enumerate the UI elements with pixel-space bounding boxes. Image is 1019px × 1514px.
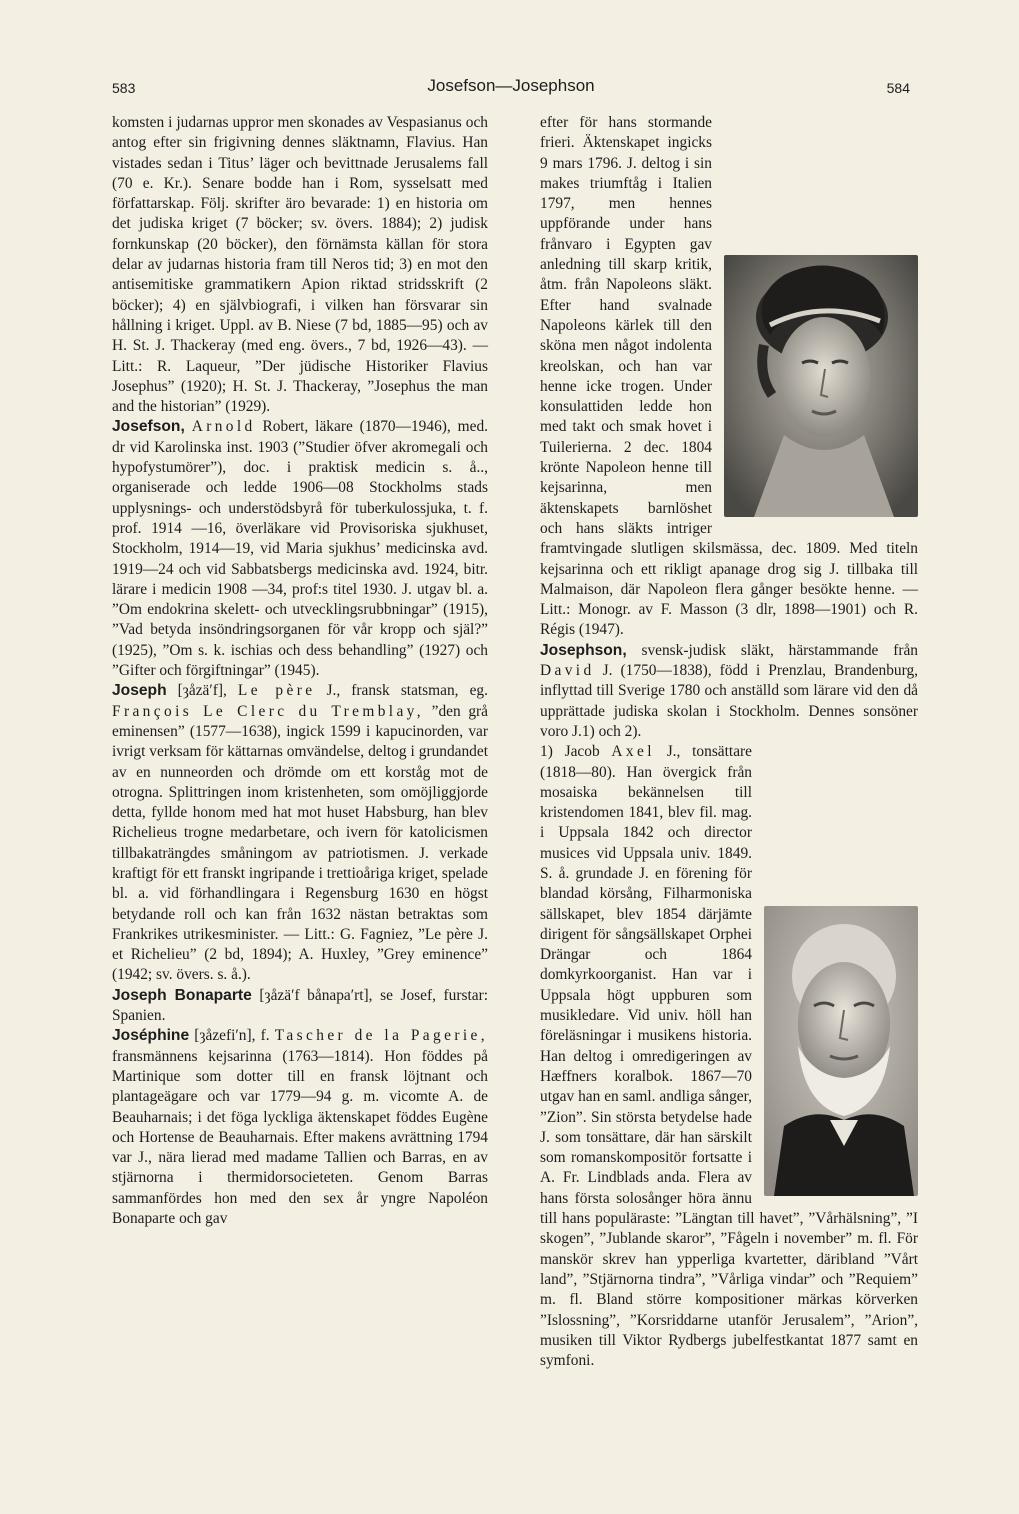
headword-josefson: Josefson,	[112, 418, 185, 436]
left-column	[112, 113, 488, 1229]
entry-jacob-text: J., tonsättare (1818—80). Han övergick från mosaiska bekännelsen till kristendomen 1841, blev fil. mag. i Uppsala 1842 och director musices vid Uppsala univ. 1849. S. å. grundade J. en förening för blandad körsång, Filharmoniska sällskapet, blev 1854 därjämte dirigent för sångsällskapet Orphei Drängar och 1864 domkyrkoorganist. Han var i Uppsala högt uppburen som musikledare. Vid univ. höll han föreläsningar i musikens historia. Han deltog i omredigeringen av Hæffners koralbok. 1867—70 utgav han en saml. andliga sånger, ”Zion”. Sin största betydelse hade J. som tonsättare, där han särskilt som romanskompositör fortsatte i A. Fr. Lindblads anda. Flera av hans första solosånger höra ännu till hans populäraste: ”Längtan till havet”, ”Vårhälsning”, ”I skogen”, ”Jublande skaror”, ”Fågeln i november” m. fl. För manskör skrev han ypperliga kvartetter, däribland ”Vårt land”, ”Stjärnorna tindra”, ”Vårliga vindar” och ”Requiem” m. fl. Bland större kompositioner märkas körverken ”Islossning”, ”Korsriddarne utanför Jerusalem”, ”Arion”, musiken till Viktor Rydbergs jubelfestkantat 1877 samt en symfoni.	[540, 743, 918, 1370]
headword-josephine: Joséphine	[112, 1027, 190, 1045]
entry-josephson	[540, 641, 918, 742]
given-name-david: David	[540, 662, 595, 680]
entry-joseph-bonaparte	[112, 986, 488, 1027]
entry-joseph	[112, 681, 488, 985]
pronunciation-josephine: [ȝåzefi′n], f.	[194, 1027, 270, 1045]
josephine-entry-text: efter för hans stormande frieri. Äktenskapet ingicks 9 mars 1796. J. deltog i sin makes triumftåg i Italien 1797, men hennes uppförande under hans frånvaro i Egypten gav anledning till skarp kritik, åtm. från Napoleons släkt. Efter hand svalnade Napoleons kärlek till den sköna men något indolenta kreolskan, och han var henne icke trogen. Under konsulattiden ledde hon med takt och smak hovet i Tuilerierna. 2 dec. 1804 krönte Napoleon henne till kejsarinna, men äktenskapets barnlöshet och hans släkts intriger framtvingade slutligen skilsmässa, dec. 1809. Med titeln kejsarinna och ett rikligt apanage drog sig J. tillbaka till Malmaison, där Napoleon flera gånger besökte henne. — Litt.: Monogr. av F. Masson (3 dlr, 1898—1901) och R. Régis (1947).	[540, 114, 918, 639]
entry-josephine-text: fransmännens kejsarinna (1763—1814). Hon föddes på Martinique som dotter till en fransk löjtnant och plantageägare och var 1779—94 g. m. vicomte A. de Beauharnais; i det föga lyckliga äktenskapet föddes Eugène och Hortense de Beauharnais. Efter makens avrättning 1794 var J., nära lierad med madame Tallien och Barras, en av stjärnorna i thermidorsocieteten. Genom Barras sammanfördes hon med den sex år yngre Napoléon Bonaparte och gav	[112, 1047, 488, 1228]
given-name-axel: Axel	[611, 743, 655, 761]
josephus-entry-continued: komsten i judarnas uppror men skonades av Vespasianus och antog efter sin frigivning dennes släktnamn, Flavius. Han vistades sedan i Titus’ läger och bevittnade Jerusalems fall (70 e. Kr.). Senare bodde han i Rom, sysselsatt med författarskap. Följ. skrifter äro bevarade: 1) en historia om det judiska kriget (7 böcker; sv. övers. 1884); 2) judisk fornkunskap (20 böcker), den förnämsta källan för stora delar av judarnas historia fram till Neros tid; 3) en mot den antisemitiske grammatikern Apion riktad stridsskrift (2 böcker); 4) en självbiografi, i vilken han försvarar sin hållning i kriget. Uppl. av B. Niese (7 bd, 1885—95) och av H. St. J. Thackeray (med eng. övers., 7 bd, 1926—43). — Litt.: R. Laqueur, ”Der jüdische Historiker Flavius Josephus” (1920); H. St. J. Thackeray, ”Josephus the man and the historian” (1929).	[112, 114, 488, 416]
headword-josephson: Josephson,	[540, 641, 627, 659]
entry-josefson-text: Robert, läkare (1870—1946), med. dr vid Karolinska inst. 1903 (”Studier öfver akromegali och hypofystumörer”), doc. i praktisk medicin s. å.., organiserade och ledde 1906—08 Stockholms stads upplysnings- och understödsbyrå för tuberkulossjuka, t. f. prof. 1914 —16, överläkare vid Provisoriska sjukhuset, Stockholm, 1914—19, vid Maria sjukhus’ medicinska avd. 1919—24 och vid Sabbatsbergs medicinska avd. 1924, bitr. lärare i medicin 1908 —34, prof:s titel 1930. J. utgav bl. a. ”Om endokrina skelett- och utvecklingsrubbningar” (1915), ”Vad betyda insöndringsorganen för vår kropp och själ?” (1925), ”Om s. k. ischias och dess behandling” (1927) och ”Gifter och förgiftningar” (1945).	[112, 418, 488, 680]
headword-joseph: Joseph	[112, 682, 167, 700]
entry-joseph-text2: ”den grå eminensen” (1577—1638), ingick 1599 i kapucinorden, var ivrigt verksam för kättarnas omvändelse, deltog i grundandet av en nunneorden och drömde om ett korståg mot de otrogna. Splittringen inom kristenheten, som omöjliggjorde detta, fyllde honom med hat mot huset Habsburg, han blev Richelieus trogne medarbetare, och ivern för katolicismen tillbakaträngdes småningom av patriotismen. J. verkade kraftigt för ett franskt ingripande i trettioåriga kriget, spelade bl. a. vid förhandlingara i Regensburg 1630 en högst betydande roll och kan från 1632 nästan betraktas som Frankrikes utrikesminister. — Litt.: G. Fagniez, ”Le père J. et Richelieu” (2 bd, 1894); A. Huxley, ”Grey eminence” (1942; sv. övers. s. å.).	[112, 702, 488, 984]
entry-josephson-text1: svensk-judisk släkt, härstammande från	[641, 641, 918, 659]
pronunciation-joseph: [ȝåzä′f],	[177, 682, 227, 700]
page-number-left: 583	[112, 80, 136, 96]
portrait-josephine	[724, 255, 918, 517]
entry-joseph-text1: J., fransk statsman, eg.	[326, 682, 488, 700]
entry-jacob-axel	[540, 742, 918, 1371]
page-number-right: 584	[886, 80, 910, 96]
given-name-arnold: Arnold	[191, 418, 256, 436]
portrait-josephine-image	[724, 255, 918, 517]
entry-josephson-text2: J. (1750—1838), född i Prenzlau, Brandenburg, inflyttad till Sverige 1780 och anställd som lärare vid den då upprättade judiska skolan i Stockholm. Dennes sonsöner voro J.1) och 2).	[540, 662, 918, 740]
page-header	[112, 76, 910, 102]
running-title: Josefson—Josephson	[427, 76, 595, 95]
entry-josefson	[112, 417, 488, 681]
entry-josephine	[112, 1026, 488, 1229]
portrait-jacob-axel-image	[764, 906, 918, 1196]
epithet-le-pere: Le père	[237, 682, 316, 700]
entry-bonaparte-text: [ȝåzä′f bånapa′rt], se Josef, furstar: Spanien.	[112, 986, 488, 1025]
birth-name-francois: François Le Clerc du Tremblay,	[112, 702, 424, 720]
right-column	[540, 113, 918, 1371]
jacob-intro: 1) Jacob	[540, 743, 600, 761]
josephine-entry-continued	[540, 113, 918, 641]
headword-joseph-bonaparte: Joseph Bonaparte	[112, 986, 252, 1004]
maiden-name-tascher: Tascher de la Pagerie,	[274, 1027, 488, 1045]
portrait-jacob-axel-josephson	[764, 906, 918, 1196]
